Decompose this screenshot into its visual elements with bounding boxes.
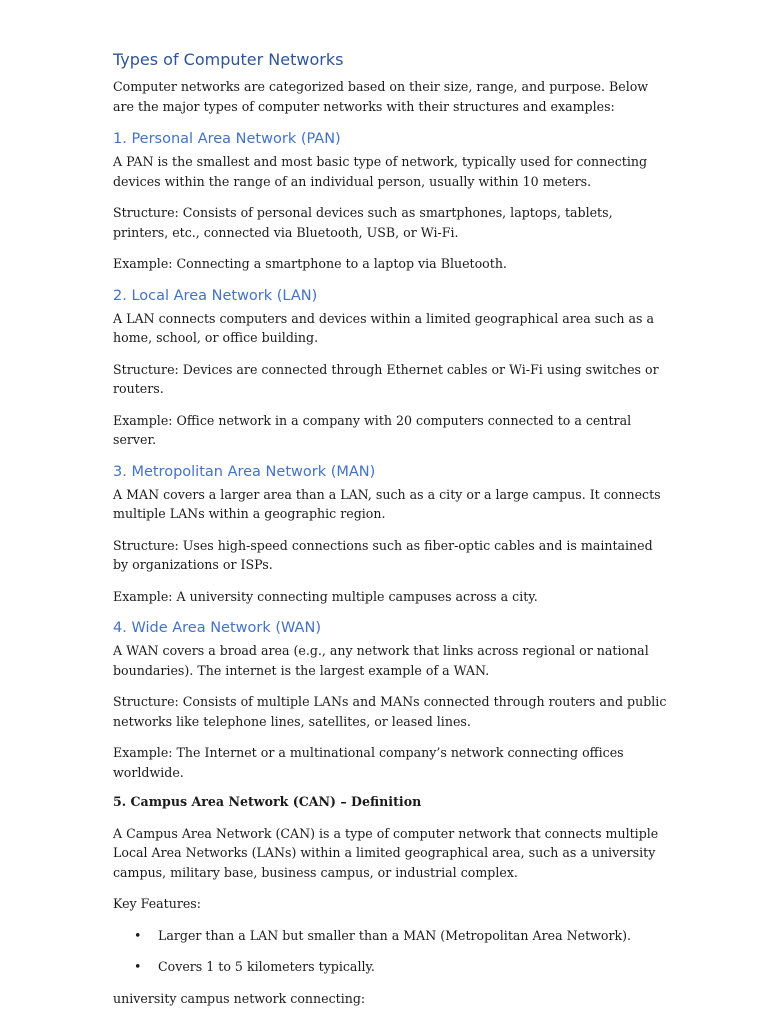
section-lan bbox=[113, 285, 668, 450]
section-definition: A WAN covers a broad area (e.g., any network that links across regional or national boundaries). The internet is the largest example of a WAN. bbox=[113, 643, 649, 678]
intro-paragraph: Computer networks are categorized based on their size, range, and purpose. Below are the major types of computer networks with their structures and examples: bbox=[113, 79, 649, 114]
section-example: Example: Office network in a company with 20 computers connected to a central server. bbox=[113, 412, 632, 447]
section-structure: Structure: Devices are connected through Ethernet cables or Wi-Fi using switches or routers. bbox=[113, 361, 659, 396]
section-structure: Structure: Uses high-speed connections such as fiber-optic cables and is maintained by organizations or ISPs. bbox=[113, 537, 653, 572]
section-structure: Structure: Consists of personal devices such as smartphones, laptops, tablets, printers, etc., connected via Bluetooth, USB, or Wi-Fi. bbox=[113, 205, 613, 240]
section-pan bbox=[113, 128, 668, 274]
section-heading: 3. Metropolitan Area Network (MAN) bbox=[113, 463, 376, 480]
section-example: Example: The Internet or a multinational company’s network connecting offices worldwide. bbox=[113, 745, 624, 780]
section-example: Example: A university connecting multiple campuses across a city. bbox=[113, 588, 538, 604]
key-features-label: Key Features: bbox=[113, 896, 202, 911]
section-heading-bold: 5. Campus Area Network (CAN) – Definition bbox=[113, 794, 422, 809]
key-features-list bbox=[113, 926, 668, 977]
section-definition: A MAN covers a larger area than a LAN, such as a city or a large campus. It connects multiple LANs within a geographic region. bbox=[113, 486, 661, 521]
section-man bbox=[113, 461, 668, 607]
trailing-paragraph: university campus network connecting: bbox=[113, 990, 366, 1006]
bullet-icon: • bbox=[134, 927, 142, 943]
bullet-icon: • bbox=[134, 959, 142, 974]
section-definition: A LAN connects computers and devices within a limited geographical area such as a home, school, or office building. bbox=[113, 310, 654, 345]
section-structure: Structure: Consists of multiple LANs and MANs connected through routers and public networks like telephone lines, satellites, or leased lines. bbox=[113, 694, 667, 729]
section-heading: 1. Personal Area Network (PAN) bbox=[113, 131, 341, 147]
section-heading: 4. Wide Area Network (WAN) bbox=[113, 620, 321, 636]
section-heading: 2. Local Area Network (LAN) bbox=[113, 287, 318, 304]
section-example: Example: Connecting a smartphone to a laptop via Bluetooth. bbox=[113, 256, 507, 271]
section-definition: A Campus Area Network (CAN) is a type of computer network that connects multiple Local Area Networks (LANs) within a limited geographical area, such as a university campus, military base, business campus, or industrial complex. bbox=[113, 825, 659, 880]
list-item bbox=[113, 957, 668, 977]
section-definition: A PAN is the smallest and most basic type of network, typically used for connecting devices within the range of an individual person, usually within 10 meters. bbox=[113, 154, 648, 189]
list-item-text: Covers 1 to 5 kilometers typically. bbox=[158, 959, 375, 974]
section-wan bbox=[113, 617, 668, 782]
document-title: Types of Computer Networks bbox=[113, 50, 344, 69]
section-can bbox=[113, 792, 668, 1008]
list-item bbox=[113, 926, 668, 946]
list-item-text: Larger than a LAN but smaller than a MAN (Metropolitan Area Network). bbox=[158, 927, 632, 943]
